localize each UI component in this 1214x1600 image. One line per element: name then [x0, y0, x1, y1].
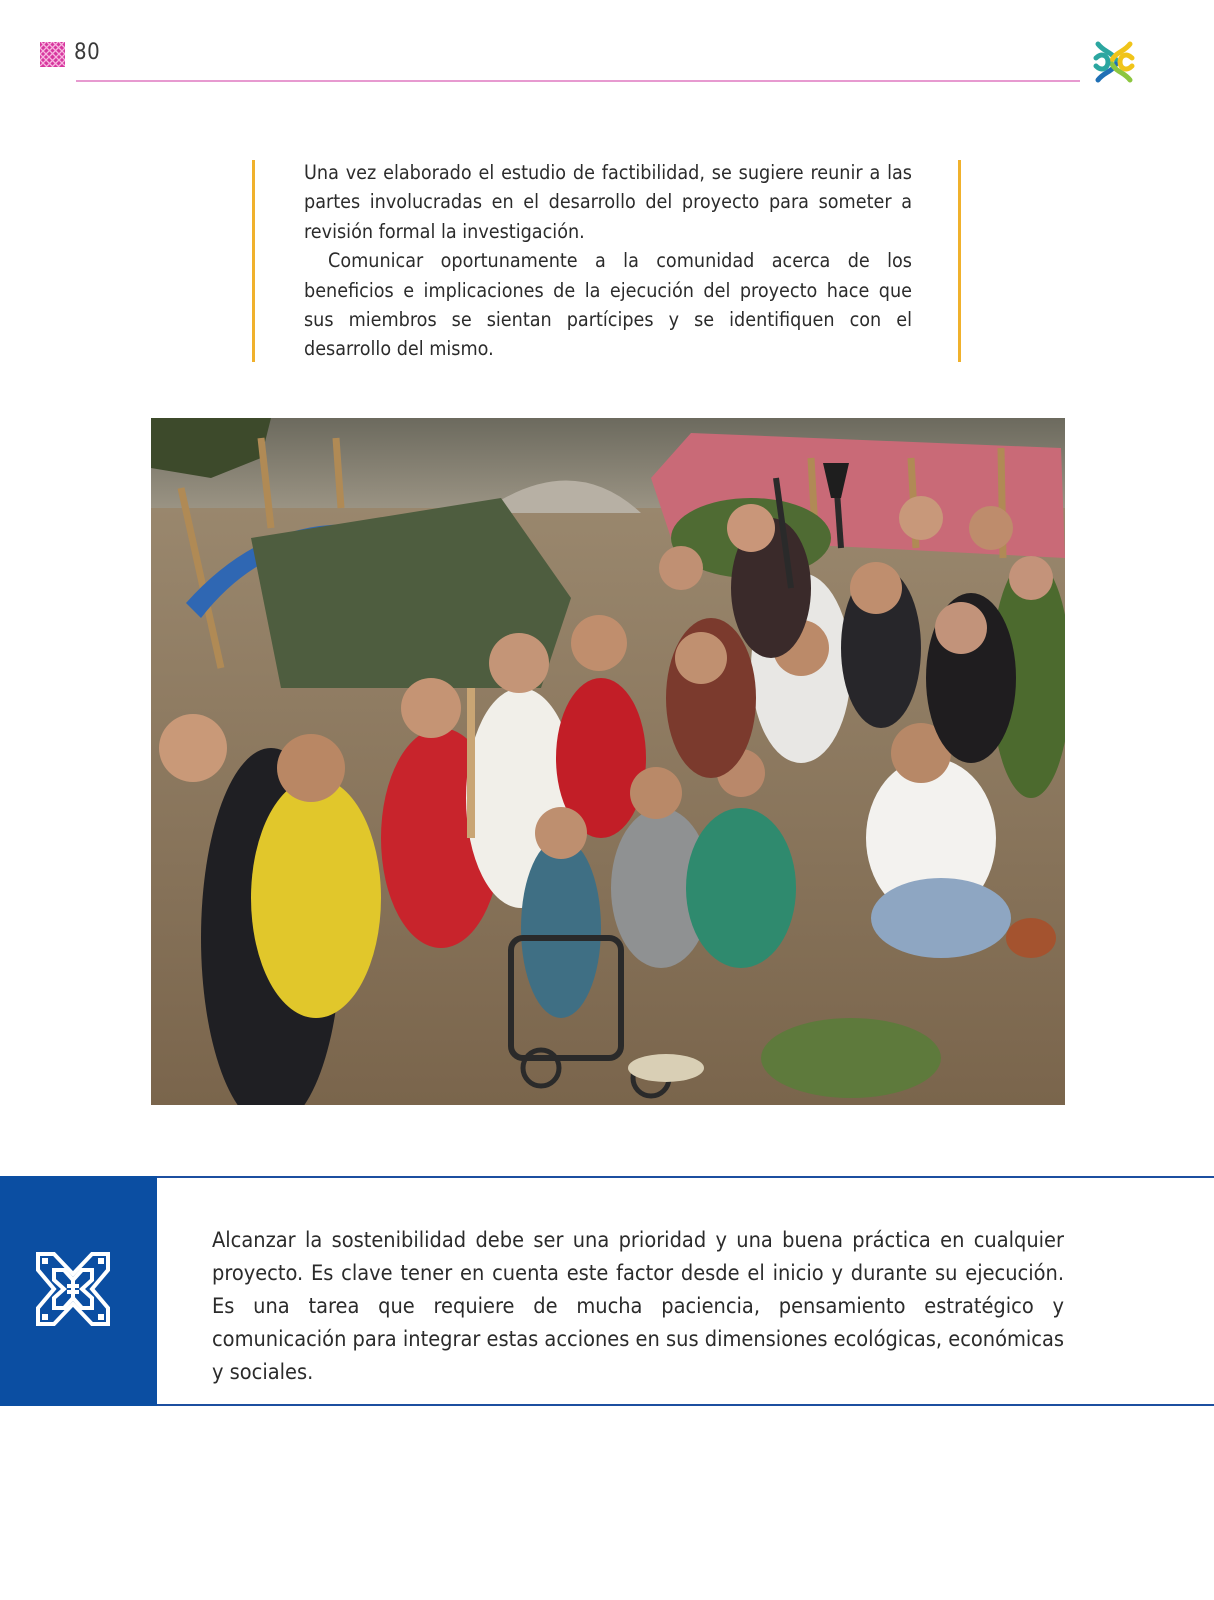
note-bottom-rule: [0, 1404, 1214, 1406]
note-top-rule: [0, 1176, 1214, 1178]
intro-text: [304, 158, 912, 364]
pink-pattern-icon: [40, 42, 65, 67]
intro-paragraph-2: Comunicar oportunamente a la comunidad acerca de los beneficios e implicaciones de la ejecución del proyecto hace que sus miembros se sientan partícipes y se identifiquen con el desarrollo del mismo.: [304, 249, 912, 361]
quote-bar-right: [958, 160, 961, 362]
header-rule: [76, 80, 1080, 82]
page-number: 80: [74, 40, 101, 65]
colored-knot-logo-icon: [1090, 38, 1138, 86]
white-pattern-emblem-icon: [34, 1250, 112, 1328]
intro-paragraph-1: Una vez elaborado el estudio de factibilidad, se sugiere reunir a las partes involucradas en el desarrollo del proyecto para someter a revisión formal la investigación.: [304, 161, 912, 243]
note-text: Alcanzar la sostenibilidad debe ser una prioridad y una buena práctica en cualquier proyecto. Es clave tener en cuenta este factor desde el inicio y durante su ejecución. Es una tarea que requiere de mucha paciencia, pensamiento estratégico y comunicación para integrar estas acciones en sus dimensiones ecológicas, económicas y sociales.: [212, 1228, 1064, 1385]
community-garden-group-photo: [151, 418, 1065, 1105]
quote-bar-left: [252, 160, 255, 362]
